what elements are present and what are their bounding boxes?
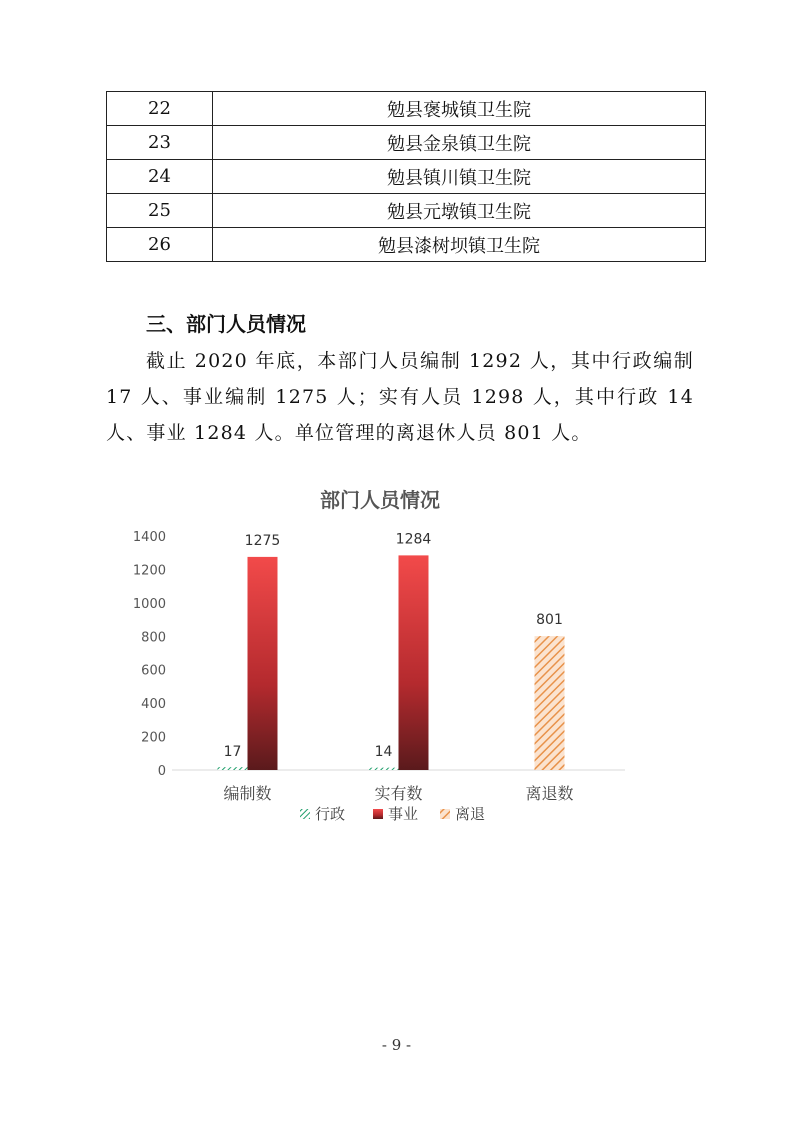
row-number: 24 (107, 160, 213, 194)
table-row (107, 160, 706, 194)
y-tick-label: 400 (141, 697, 166, 713)
data-label: 17 (223, 744, 242, 760)
x-tick-label: 实有数 (374, 784, 423, 803)
row-number: 23 (107, 126, 213, 160)
data-label: 14 (374, 744, 393, 760)
bar-xingzheng (218, 767, 248, 770)
y-tick-label: 600 (141, 663, 166, 679)
data-label: 801 (536, 612, 563, 629)
row-unit-name: 勉县褒城镇卫生院 (213, 92, 706, 126)
legend-label: 行政 (315, 805, 346, 823)
page-number: - 9 - (381, 1036, 412, 1054)
unit-table (106, 91, 706, 262)
legend-swatch (373, 809, 383, 819)
row-unit-name: 勉县漆树坝镇卫生院 (213, 228, 706, 262)
y-tick-label: 1200 (132, 563, 166, 579)
bar-shiye (248, 557, 278, 770)
legend-swatch (300, 809, 310, 819)
section-paragraph: 截止 2020 年底，本部门人员编制 1292 人，其中行政编制 17 人、事业编制 1275 人；实有人员 1298 人，其中行政 14 人、事业 1284 人。单位管理的离退休人员 801 人。 (106, 350, 694, 444)
row-unit-name: 勉县金泉镇卫生院 (213, 126, 706, 160)
table-row (107, 92, 706, 126)
row-number: 22 (107, 92, 213, 126)
legend-label: 事业 (388, 805, 419, 823)
table-row (107, 228, 706, 262)
bar-xingzheng (369, 768, 399, 770)
y-tick-label: 200 (141, 730, 166, 746)
row-number: 26 (107, 228, 213, 262)
x-tick-label: 离退数 (525, 784, 574, 803)
row-unit-name: 勉县元墩镇卫生院 (213, 194, 706, 228)
row-unit-name: 勉县镇川镇卫生院 (213, 160, 706, 194)
bar-litui (535, 636, 565, 770)
chart-title: 部门人员情况 (320, 488, 440, 512)
section-heading: 三、部门人员情况 (146, 312, 306, 336)
bar-chart (120, 470, 640, 840)
legend-swatch (440, 809, 450, 819)
row-number: 25 (107, 194, 213, 228)
chart-svg (120, 470, 640, 840)
y-tick-label: 1400 (132, 530, 166, 545)
y-tick-label: 800 (141, 630, 166, 646)
y-tick-label: 1000 (132, 596, 166, 612)
y-tick-label: 0 (157, 764, 166, 779)
bar-shiye (399, 555, 429, 770)
data-label: 1275 (244, 532, 281, 549)
data-label: 1284 (395, 531, 432, 548)
table-row (107, 194, 706, 228)
table-row (107, 126, 706, 160)
legend-label: 离退 (455, 805, 486, 823)
x-tick-label: 编制数 (223, 784, 272, 803)
